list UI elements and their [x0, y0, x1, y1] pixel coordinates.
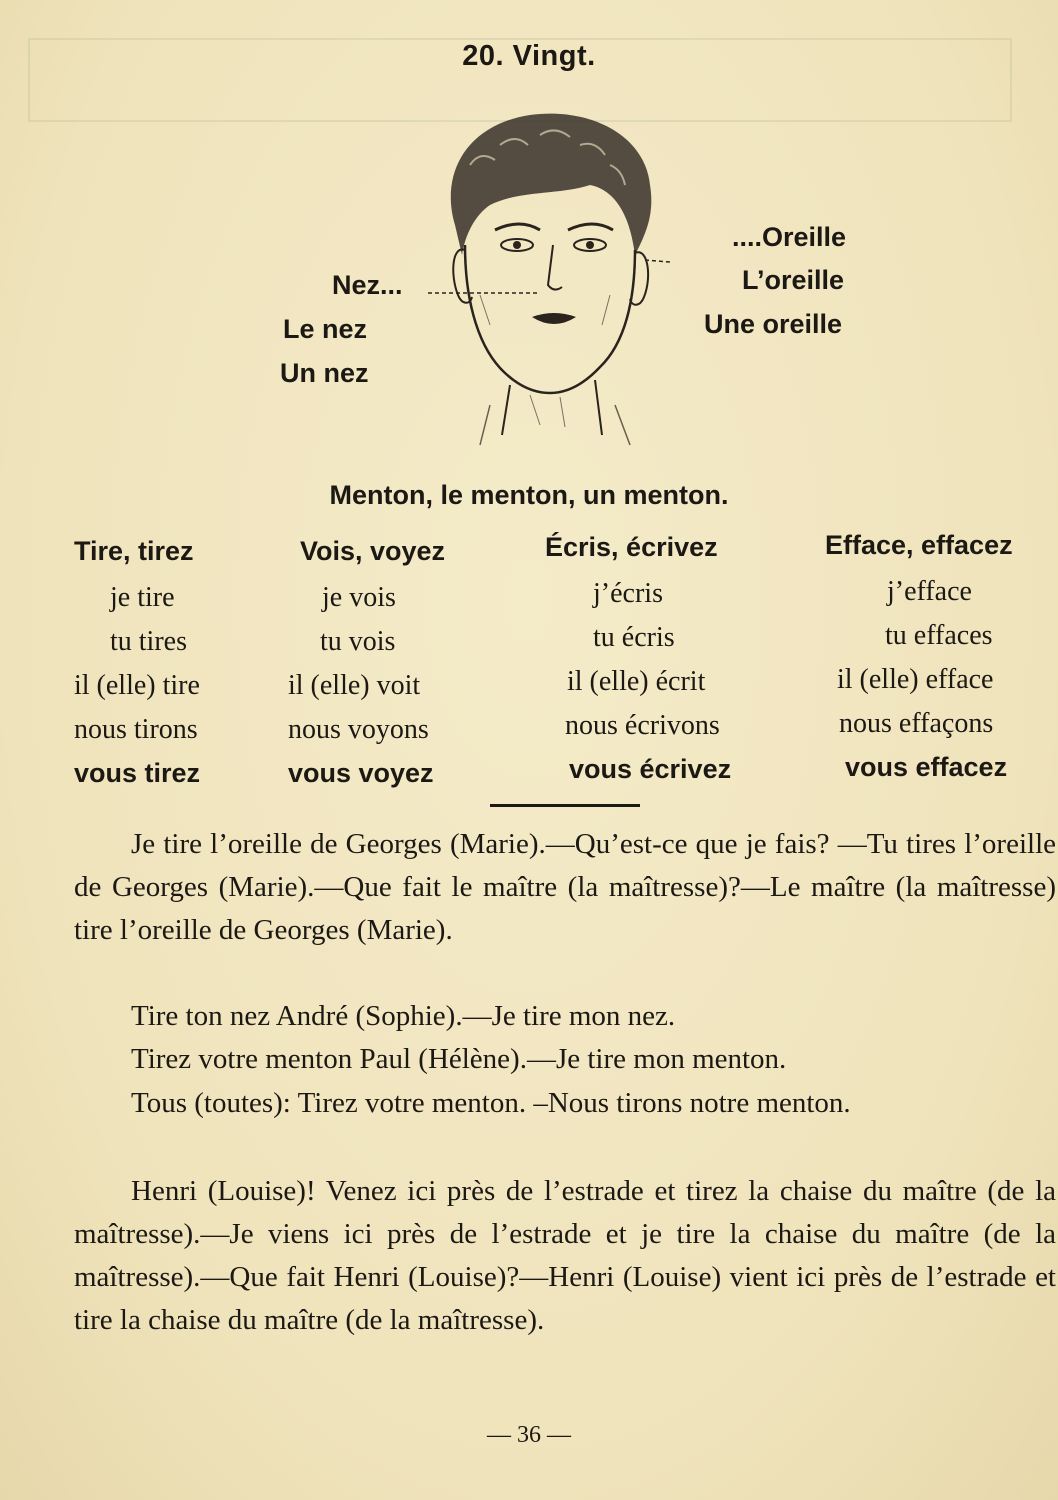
conjugation-form: nous écrivons	[565, 710, 720, 741]
conjugation-form: j’écris	[593, 578, 663, 609]
conjugation-form: vous tirez	[74, 758, 201, 788]
conjugation-form: vous écrivez	[569, 754, 732, 784]
face-illustration-icon	[420, 105, 670, 455]
conjugation-form: vous voyez	[288, 758, 434, 788]
conjugation-form: nous tirons	[74, 714, 198, 745]
conjugation-form: tu vois	[320, 626, 396, 657]
label-le-nez: Le nez	[283, 314, 368, 344]
conjugation-heading: Tire, tirez	[74, 536, 194, 566]
conjugation-heading: Écris, écrivez	[545, 532, 718, 562]
conjugation-form: j’efface	[887, 576, 972, 607]
chin-heading: Menton, le menton, un menton.	[329, 480, 729, 510]
conjugation-form: nous voyons	[288, 714, 429, 745]
conjugation-form: nous effaçons	[839, 708, 994, 739]
conjugation-heading: Vois, voyez	[300, 536, 446, 566]
conjugation-form: je vois	[322, 582, 396, 613]
label-l-oreille: L’oreille	[742, 265, 845, 295]
label-nez: Nez...	[332, 270, 403, 300]
conjugation-column-ecrire	[545, 532, 731, 798]
lesson-title: 20. Vingt.	[462, 40, 596, 72]
paragraph-henri: Henri (Louise)! Venez ici près de l’estrade et tirez la chaise du maître (de la maîtresse).—Je viens ici près de l’estrade et je tire la chaise du maître (de la maîtresse).—Que fait Henri (Louise)?—Henri (Louise) vient ici près de l’estrade et tire la chaise du maître (de la maîtresse).	[74, 1175, 1056, 1336]
paragraph-paul: Tirez votre menton Paul (Hélène).—Je tire mon menton.	[131, 1043, 787, 1075]
section-divider	[490, 804, 640, 807]
conjugation-column-effacer	[825, 530, 1013, 796]
conjugation-heading: Efface, effacez	[825, 530, 1013, 560]
conjugation-form: il (elle) tire	[74, 670, 200, 701]
conjugation-form: tu tires	[110, 626, 187, 657]
conjugation-form: tu écris	[593, 622, 675, 653]
paragraph-tous: Tous (toutes): Tirez votre menton. –Nous tirons notre menton.	[131, 1087, 851, 1119]
conjugation-form: tu effaces	[885, 620, 993, 651]
label-un-nez: Un nez	[280, 358, 369, 388]
conjugation-form: je tire	[110, 582, 175, 613]
conjugation-form: il (elle) écrit	[567, 666, 706, 697]
page-number: — 36 —	[487, 1422, 571, 1448]
conjugation-form: vous effacez	[845, 752, 1008, 782]
label-oreille: ....Oreille	[732, 222, 847, 252]
paragraph-andre: Tire ton nez André (Sophie).—Je tire mon nez.	[131, 1000, 676, 1032]
conjugation-form: il (elle) efface	[837, 664, 994, 695]
conjugation-column-voir	[288, 536, 445, 802]
paragraph-georges: Je tire l’oreille de Georges (Marie).—Qu’est-ce que je fais? —Tu tires l’oreille de Georges (Marie).—Que fait le maître (la maîtresse)?—Le maître (la maîtresse) tire l’oreille de Georges (Marie).	[74, 828, 1056, 946]
conjugation-column-tirer	[74, 536, 200, 802]
conjugation-form: il (elle) voit	[288, 670, 421, 701]
label-une-oreille: Une oreille	[704, 309, 843, 339]
